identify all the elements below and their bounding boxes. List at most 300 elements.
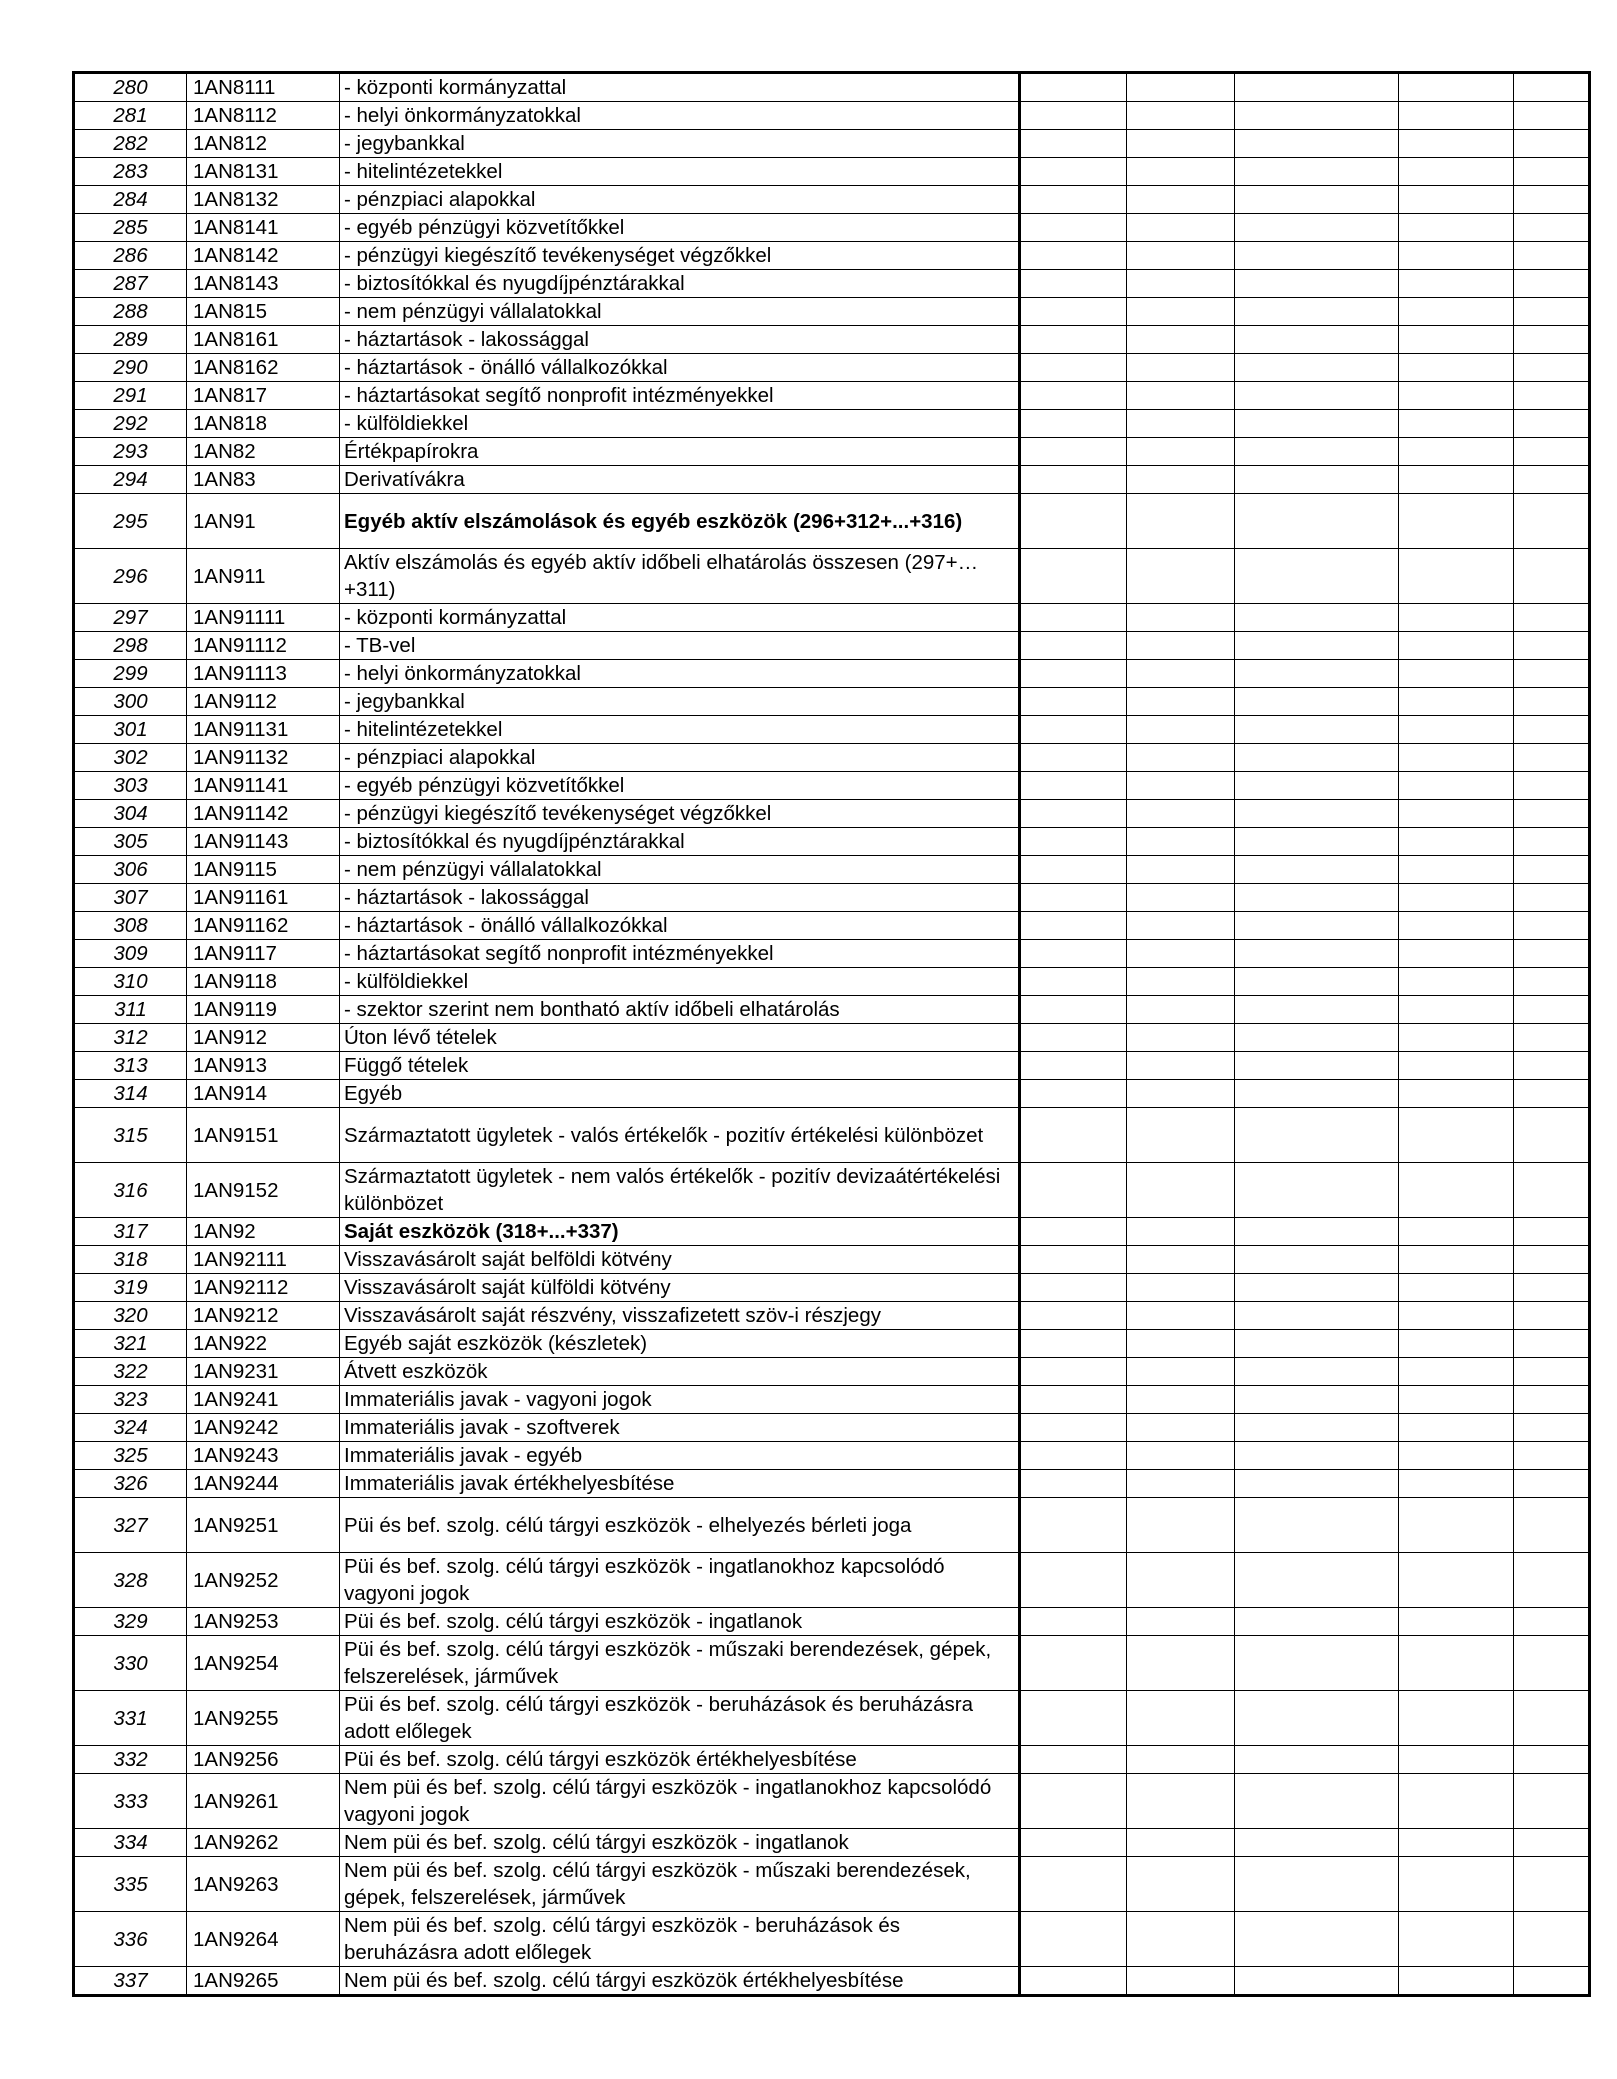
row-number: 306 (74, 856, 187, 884)
row-code: 1AN91162 (187, 912, 340, 940)
value-cell-5 (1514, 1442, 1590, 1470)
value-cell-5 (1514, 940, 1590, 968)
row-code: 1AN9252 (187, 1553, 340, 1608)
row-description: - TB-vel (340, 632, 1020, 660)
value-cell-1 (1020, 1024, 1127, 1052)
value-cell-3 (1235, 800, 1399, 828)
row-number: 332 (74, 1746, 187, 1774)
row-code: 1AN812 (187, 130, 340, 158)
value-cell-5 (1514, 438, 1590, 466)
row-description: Immateriális javak - szoftverek (340, 1414, 1020, 1442)
value-cell-2 (1127, 1608, 1235, 1636)
value-cell-2 (1127, 1442, 1235, 1470)
value-cell-1 (1020, 1498, 1127, 1553)
value-cell-5 (1514, 326, 1590, 354)
value-cell-1 (1020, 1553, 1127, 1608)
row-code: 1AN9244 (187, 1470, 340, 1498)
row-number: 317 (74, 1218, 187, 1246)
value-cell-2 (1127, 940, 1235, 968)
value-cell-1 (1020, 940, 1127, 968)
row-code: 1AN91132 (187, 744, 340, 772)
value-cell-1 (1020, 1442, 1127, 1470)
value-cell-4 (1399, 1857, 1514, 1912)
value-cell-5 (1514, 214, 1590, 242)
row-description: Egyéb (340, 1080, 1020, 1108)
row-number: 336 (74, 1912, 187, 1967)
value-cell-3 (1235, 410, 1399, 438)
table-row (74, 772, 1590, 800)
row-code: 1AN91141 (187, 772, 340, 800)
table-row (74, 660, 1590, 688)
table-row (74, 1691, 1590, 1746)
table-row (74, 102, 1590, 130)
value-cell-1 (1020, 1218, 1127, 1246)
value-cell-5 (1514, 772, 1590, 800)
row-number: 289 (74, 326, 187, 354)
value-cell-3 (1235, 354, 1399, 382)
row-description: Püi és bef. szolg. célú tárgyi eszközök - ingatlanok (340, 1608, 1020, 1636)
row-code: 1AN91142 (187, 800, 340, 828)
value-cell-5 (1514, 1470, 1590, 1498)
value-cell-3 (1235, 1746, 1399, 1774)
value-cell-4 (1399, 1774, 1514, 1829)
value-cell-4 (1399, 884, 1514, 912)
row-description: Aktív elszámolás és egyéb aktív időbeli elhatárolás összesen (297+…+311) (340, 549, 1020, 604)
row-description: - helyi önkormányzatokkal (340, 102, 1020, 130)
value-cell-2 (1127, 242, 1235, 270)
table-row (74, 1414, 1590, 1442)
value-cell-5 (1514, 1967, 1590, 1996)
table-row (74, 996, 1590, 1024)
table-row (74, 1302, 1590, 1330)
row-description: Püi és bef. szolg. célú tárgyi eszközök - beruházások és beruházásra adott előlegek (340, 1691, 1020, 1746)
table-row (74, 1857, 1590, 1912)
value-cell-3 (1235, 1108, 1399, 1163)
row-description: - háztartások - lakossággal (340, 884, 1020, 912)
row-description: - pénzpiaci alapokkal (340, 186, 1020, 214)
table-row (74, 800, 1590, 828)
value-cell-3 (1235, 1163, 1399, 1218)
value-cell-1 (1020, 1857, 1127, 1912)
row-number: 298 (74, 632, 187, 660)
value-cell-2 (1127, 549, 1235, 604)
value-cell-3 (1235, 438, 1399, 466)
value-cell-4 (1399, 1636, 1514, 1691)
value-cell-3 (1235, 996, 1399, 1024)
row-description: - nem pénzügyi vállalatokkal (340, 298, 1020, 326)
row-code: 1AN8143 (187, 270, 340, 298)
row-code: 1AN8162 (187, 354, 340, 382)
row-code: 1AN9265 (187, 1967, 340, 1996)
row-code: 1AN9118 (187, 968, 340, 996)
value-cell-2 (1127, 604, 1235, 632)
value-cell-3 (1235, 1302, 1399, 1330)
value-cell-4 (1399, 968, 1514, 996)
value-cell-3 (1235, 1912, 1399, 1967)
value-cell-5 (1514, 549, 1590, 604)
table-row (74, 130, 1590, 158)
value-cell-4 (1399, 912, 1514, 940)
row-number: 286 (74, 242, 187, 270)
value-cell-3 (1235, 298, 1399, 326)
row-code: 1AN913 (187, 1052, 340, 1080)
value-cell-4 (1399, 1163, 1514, 1218)
value-cell-1 (1020, 1912, 1127, 1967)
table-row (74, 1636, 1590, 1691)
value-cell-2 (1127, 1553, 1235, 1608)
value-cell-5 (1514, 604, 1590, 632)
value-cell-3 (1235, 1967, 1399, 1996)
row-code: 1AN92112 (187, 1274, 340, 1302)
row-number: 302 (74, 744, 187, 772)
value-cell-1 (1020, 1829, 1127, 1857)
row-code: 1AN9255 (187, 1691, 340, 1746)
table-row (74, 940, 1590, 968)
row-code: 1AN9261 (187, 1774, 340, 1829)
value-cell-2 (1127, 716, 1235, 744)
row-code: 1AN9117 (187, 940, 340, 968)
table-row (74, 73, 1590, 102)
value-cell-2 (1127, 1080, 1235, 1108)
value-cell-1 (1020, 410, 1127, 438)
row-code: 1AN8111 (187, 73, 340, 102)
row-number: 308 (74, 912, 187, 940)
value-cell-1 (1020, 1414, 1127, 1442)
value-cell-3 (1235, 549, 1399, 604)
value-cell-4 (1399, 1470, 1514, 1498)
value-cell-5 (1514, 410, 1590, 438)
table-row (74, 744, 1590, 772)
row-number: 330 (74, 1636, 187, 1691)
row-description: - pénzpiaci alapokkal (340, 744, 1020, 772)
value-cell-4 (1399, 1553, 1514, 1608)
row-number: 325 (74, 1442, 187, 1470)
table-row (74, 716, 1590, 744)
value-cell-1 (1020, 1246, 1127, 1274)
value-cell-5 (1514, 716, 1590, 744)
row-number: 295 (74, 494, 187, 549)
row-number: 285 (74, 214, 187, 242)
value-cell-3 (1235, 1218, 1399, 1246)
row-number: 319 (74, 1274, 187, 1302)
value-cell-2 (1127, 73, 1235, 102)
table-row (74, 242, 1590, 270)
value-cell-5 (1514, 382, 1590, 410)
row-code: 1AN91112 (187, 632, 340, 660)
value-cell-1 (1020, 1330, 1127, 1358)
table-row (74, 1746, 1590, 1774)
row-code: 1AN8132 (187, 186, 340, 214)
row-code: 1AN9253 (187, 1608, 340, 1636)
value-cell-1 (1020, 968, 1127, 996)
row-description: Visszavásárolt saját külföldi kötvény (340, 1274, 1020, 1302)
row-description: - nem pénzügyi vállalatokkal (340, 856, 1020, 884)
table-row (74, 1608, 1590, 1636)
value-cell-1 (1020, 186, 1127, 214)
value-cell-2 (1127, 800, 1235, 828)
value-cell-4 (1399, 1274, 1514, 1302)
value-cell-3 (1235, 912, 1399, 940)
value-cell-1 (1020, 1636, 1127, 1691)
value-cell-2 (1127, 186, 1235, 214)
row-code: 1AN9231 (187, 1358, 340, 1386)
value-cell-4 (1399, 800, 1514, 828)
value-cell-4 (1399, 1691, 1514, 1746)
value-cell-5 (1514, 242, 1590, 270)
value-cell-2 (1127, 466, 1235, 494)
value-cell-1 (1020, 438, 1127, 466)
value-cell-4 (1399, 1386, 1514, 1414)
value-cell-5 (1514, 1218, 1590, 1246)
value-cell-3 (1235, 130, 1399, 158)
row-code: 1AN815 (187, 298, 340, 326)
table-row (74, 186, 1590, 214)
value-cell-2 (1127, 828, 1235, 856)
row-number: 324 (74, 1414, 187, 1442)
table-row (74, 828, 1590, 856)
table-row (74, 214, 1590, 242)
value-cell-4 (1399, 214, 1514, 242)
value-cell-3 (1235, 1386, 1399, 1414)
row-number: 292 (74, 410, 187, 438)
row-code: 1AN9241 (187, 1386, 340, 1414)
value-cell-5 (1514, 1608, 1590, 1636)
table-row (74, 1108, 1590, 1163)
value-cell-4 (1399, 1442, 1514, 1470)
value-cell-4 (1399, 73, 1514, 102)
row-description: Visszavásárolt saját részvény, visszafizetett szöv-i részjegy (340, 1302, 1020, 1330)
row-number: 304 (74, 800, 187, 828)
value-cell-5 (1514, 466, 1590, 494)
value-cell-5 (1514, 884, 1590, 912)
value-cell-4 (1399, 186, 1514, 214)
row-code: 1AN9112 (187, 688, 340, 716)
value-cell-1 (1020, 270, 1127, 298)
value-cell-5 (1514, 1746, 1590, 1774)
row-description: - biztosítókkal és nyugdíjpénztárakkal (340, 828, 1020, 856)
row-description: Püi és bef. szolg. célú tárgyi eszközök értékhelyesbítése (340, 1746, 1020, 1774)
table-row (74, 158, 1590, 186)
value-cell-5 (1514, 1358, 1590, 1386)
row-code: 1AN8112 (187, 102, 340, 130)
value-cell-3 (1235, 744, 1399, 772)
value-cell-4 (1399, 242, 1514, 270)
value-cell-2 (1127, 1857, 1235, 1912)
value-cell-2 (1127, 996, 1235, 1024)
value-cell-1 (1020, 772, 1127, 800)
value-cell-1 (1020, 158, 1127, 186)
value-cell-1 (1020, 912, 1127, 940)
row-number: 296 (74, 549, 187, 604)
value-cell-3 (1235, 1636, 1399, 1691)
value-cell-3 (1235, 716, 1399, 744)
row-description: - hitelintézetekkel (340, 158, 1020, 186)
row-description: - háztartások - önálló vállalkozókkal (340, 912, 1020, 940)
row-number: 312 (74, 1024, 187, 1052)
value-cell-1 (1020, 1358, 1127, 1386)
value-cell-1 (1020, 1163, 1127, 1218)
value-cell-2 (1127, 102, 1235, 130)
value-cell-4 (1399, 772, 1514, 800)
value-cell-2 (1127, 856, 1235, 884)
row-description: Származtatott ügyletek - valós értékelők - pozitív értékelési különbözet (340, 1108, 1020, 1163)
value-cell-1 (1020, 800, 1127, 828)
value-cell-2 (1127, 1498, 1235, 1553)
row-description: - pénzügyi kiegészítő tevékenységet végzőkkel (340, 800, 1020, 828)
value-cell-4 (1399, 1246, 1514, 1274)
row-code: 1AN9251 (187, 1498, 340, 1553)
table-row (74, 1330, 1590, 1358)
value-cell-2 (1127, 214, 1235, 242)
value-cell-2 (1127, 1218, 1235, 1246)
value-cell-2 (1127, 1274, 1235, 1302)
value-cell-5 (1514, 1163, 1590, 1218)
value-cell-1 (1020, 1470, 1127, 1498)
value-cell-2 (1127, 410, 1235, 438)
value-cell-2 (1127, 326, 1235, 354)
row-number: 320 (74, 1302, 187, 1330)
table-row (74, 382, 1590, 410)
table-row (74, 1774, 1590, 1829)
row-code: 1AN8141 (187, 214, 340, 242)
value-cell-3 (1235, 214, 1399, 242)
row-code: 1AN9151 (187, 1108, 340, 1163)
row-description: Nem püi és bef. szolg. célú tárgyi eszközök értékhelyesbítése (340, 1967, 1020, 1996)
value-cell-3 (1235, 688, 1399, 716)
value-cell-3 (1235, 1470, 1399, 1498)
table-row (74, 1442, 1590, 1470)
value-cell-1 (1020, 604, 1127, 632)
value-cell-5 (1514, 270, 1590, 298)
row-code: 1AN82 (187, 438, 340, 466)
value-cell-4 (1399, 604, 1514, 632)
row-number: 313 (74, 1052, 187, 1080)
row-code: 1AN911 (187, 549, 340, 604)
table-row (74, 1163, 1590, 1218)
value-cell-5 (1514, 688, 1590, 716)
row-description: Püi és bef. szolg. célú tárgyi eszközök - elhelyezés bérleti joga (340, 1498, 1020, 1553)
row-code: 1AN8142 (187, 242, 340, 270)
value-cell-1 (1020, 549, 1127, 604)
row-number: 299 (74, 660, 187, 688)
value-cell-5 (1514, 186, 1590, 214)
value-cell-1 (1020, 1774, 1127, 1829)
row-code: 1AN9262 (187, 1829, 340, 1857)
row-code: 1AN83 (187, 466, 340, 494)
value-cell-3 (1235, 828, 1399, 856)
table-row (74, 1274, 1590, 1302)
value-cell-2 (1127, 298, 1235, 326)
row-description: Püi és bef. szolg. célú tárgyi eszközök - ingatlanokhoz kapcsolódó vagyoni jogok (340, 1553, 1020, 1608)
value-cell-2 (1127, 1774, 1235, 1829)
table-row (74, 884, 1590, 912)
row-number: 282 (74, 130, 187, 158)
value-cell-2 (1127, 1746, 1235, 1774)
value-cell-1 (1020, 1052, 1127, 1080)
value-cell-5 (1514, 1636, 1590, 1691)
value-cell-5 (1514, 800, 1590, 828)
value-cell-5 (1514, 1414, 1590, 1442)
row-description: Nem püi és bef. szolg. célú tárgyi eszközök - beruházások és beruházásra adott előlegek (340, 1912, 1020, 1967)
value-cell-1 (1020, 466, 1127, 494)
value-cell-1 (1020, 326, 1127, 354)
value-cell-3 (1235, 1358, 1399, 1386)
value-cell-1 (1020, 130, 1127, 158)
value-cell-2 (1127, 884, 1235, 912)
value-cell-5 (1514, 996, 1590, 1024)
row-code: 1AN91161 (187, 884, 340, 912)
row-description: - szektor szerint nem bontható aktív időbeli elhatárolás (340, 996, 1020, 1024)
value-cell-2 (1127, 1829, 1235, 1857)
row-code: 1AN9115 (187, 856, 340, 884)
value-cell-3 (1235, 186, 1399, 214)
value-cell-4 (1399, 632, 1514, 660)
value-cell-2 (1127, 354, 1235, 382)
data-table (72, 71, 1591, 1997)
value-cell-1 (1020, 828, 1127, 856)
value-cell-4 (1399, 466, 1514, 494)
row-code: 1AN92111 (187, 1246, 340, 1274)
row-number: 301 (74, 716, 187, 744)
row-number: 323 (74, 1386, 187, 1414)
value-cell-5 (1514, 1330, 1590, 1358)
value-cell-3 (1235, 772, 1399, 800)
row-code: 1AN92 (187, 1218, 340, 1246)
value-cell-4 (1399, 298, 1514, 326)
row-number: 287 (74, 270, 187, 298)
value-cell-1 (1020, 1274, 1127, 1302)
value-cell-1 (1020, 214, 1127, 242)
value-cell-1 (1020, 1746, 1127, 1774)
row-code: 1AN91131 (187, 716, 340, 744)
row-description: Immateriális javak - egyéb (340, 1442, 1020, 1470)
row-code: 1AN9212 (187, 1302, 340, 1330)
value-cell-3 (1235, 1024, 1399, 1052)
value-cell-4 (1399, 1414, 1514, 1442)
table-row (74, 549, 1590, 604)
value-cell-5 (1514, 744, 1590, 772)
value-cell-1 (1020, 354, 1127, 382)
row-description: Saját eszközök (318+...+337) (340, 1218, 1020, 1246)
value-cell-1 (1020, 1080, 1127, 1108)
value-cell-1 (1020, 102, 1127, 130)
value-cell-4 (1399, 1024, 1514, 1052)
row-code: 1AN9243 (187, 1442, 340, 1470)
value-cell-4 (1399, 1218, 1514, 1246)
value-cell-1 (1020, 1608, 1127, 1636)
value-cell-5 (1514, 73, 1590, 102)
value-cell-3 (1235, 382, 1399, 410)
row-number: 290 (74, 354, 187, 382)
row-code: 1AN914 (187, 1080, 340, 1108)
table-row (74, 1498, 1590, 1553)
value-cell-5 (1514, 1691, 1590, 1746)
row-description: - központi kormányzattal (340, 604, 1020, 632)
value-cell-5 (1514, 158, 1590, 186)
row-description: Immateriális javak - vagyoni jogok (340, 1386, 1020, 1414)
value-cell-2 (1127, 1302, 1235, 1330)
row-description: - helyi önkormányzatokkal (340, 660, 1020, 688)
value-cell-3 (1235, 968, 1399, 996)
value-cell-2 (1127, 1163, 1235, 1218)
value-cell-2 (1127, 744, 1235, 772)
row-description: - háztartásokat segítő nonprofit intézményekkel (340, 940, 1020, 968)
value-cell-3 (1235, 270, 1399, 298)
value-cell-4 (1399, 549, 1514, 604)
value-cell-4 (1399, 1108, 1514, 1163)
row-description: - jegybankkal (340, 130, 1020, 158)
value-cell-2 (1127, 382, 1235, 410)
